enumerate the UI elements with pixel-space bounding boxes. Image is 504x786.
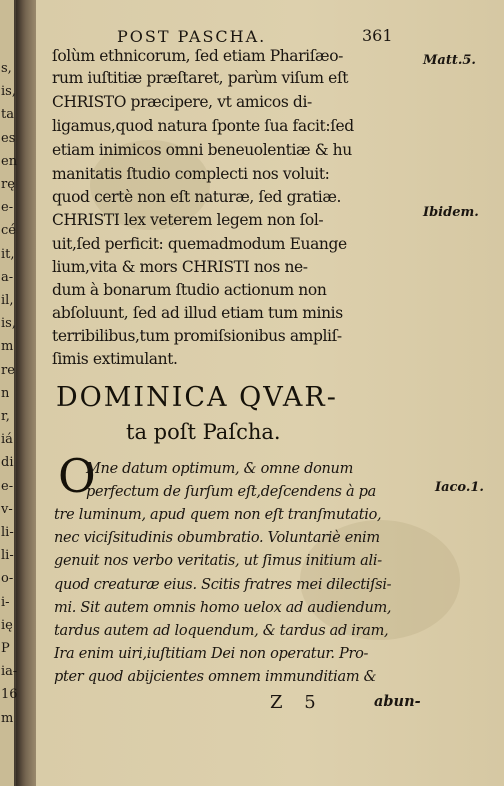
facing-page-fragment: v- [1,501,13,517]
facing-page-fragment: cé [1,223,16,239]
body-line: CHRISTO præcipere, vt amicos di- [52,93,312,111]
reading-line: mi. Sit autem omnis homo uelox ad audiendum, [54,600,392,616]
facing-page-fragment: is, [1,316,16,332]
section-subtitle: ta poſt Paſcha. [126,420,281,444]
facing-page-fragment: rę [1,177,15,192]
facing-page-fragment: P [1,641,10,656]
facing-page-fragment: re [1,362,15,378]
facing-page-fragment: r, [1,409,10,424]
body-line: lium,vita & mors CHRISTI nos ne- [52,258,308,276]
reading-line: Mne datum optimum, & omne donum [86,461,354,477]
facing-page-fragment: en [1,153,18,169]
reading-line: quod creaturæ eius. Scitis fratres mei dilectiſsi- [54,577,392,593]
facing-page-fragment: e- [1,478,14,494]
reading-line: Ira enim uiri,iuſtitiam Dei non operatur. Pro- [54,646,369,662]
body-line: dum à bonarum ſtudio actionum non [52,281,327,299]
facing-page-fragment: m [1,339,14,355]
body-line: ſolùm ethnicorum, ſed etiam Phariſæo- [52,47,343,65]
facing-page-fragment: iá [1,432,13,448]
facing-page-fragment: li- [1,548,14,564]
reading-line: tre luminum, apud quem non eſt tranſmutatio, [54,507,382,523]
facing-page-fragment: o- [1,571,14,587]
facing-page-fragment: a- [1,269,14,285]
body-line: CHRISTI lex veterem legem non ſol- [52,211,324,229]
facing-page-fragment: 16 [1,687,18,703]
facing-page-fragment: es [1,130,16,146]
body-line: ſimis extimulant. [52,350,178,368]
reading-line: tardus autem ad loquendum, & tardus ad iram, [54,623,389,639]
facing-page-fragment: n [1,385,10,401]
reading-line: nec viciſsitudinis obumbratio. Voluntariè enim [54,530,380,546]
marginal-note: Iaco.1. [435,480,484,495]
reading-line: perfectum de ſurſum eſt,deſcendens à pa [86,484,376,500]
reading-line: genuit nos verbo veritatis, ut ſimus initium ali- [54,553,382,569]
body-line: rum iuſtitiæ præſtaret, parùm viſum eſt [52,69,349,87]
marginal-note: Ibidem. [423,205,479,220]
facing-page-fragment: is, [1,84,16,100]
body-line: abſoluunt, ſed ad illud etiam tum minis [52,304,343,322]
facing-page-fragment: ia- [1,664,18,680]
body-line: terribilibus,tum promiſsionibus ampliſ- [52,327,342,345]
body-line: quod certè non eſt naturæ, ſed gratiæ. [52,188,342,206]
body-line: manitatis ſtudio complecti nos voluit: [52,165,330,183]
initial-letter: O [58,449,96,503]
signature-mark: Z 5 [270,692,324,713]
marginal-note: Matt.5. [423,53,476,68]
catchword: abun- [374,693,421,710]
body-line: etiam inimicos omni beneuolentiæ & hu [52,141,352,159]
page-number: 361 [362,26,393,45]
body-line: uit,ſed perficit: quemadmodum Euange [52,235,347,253]
body-line: ligamus,quod natura ſponte ſua facit:ſed [52,117,354,135]
running-head: POST PASCHA. [117,27,267,46]
facing-page-fragment: ta [1,107,14,123]
reading-line: pter quod abijcientes omnem immunditiam & [54,669,377,685]
facing-page-fragment: s, [1,61,12,76]
facing-page-fragment: i- [1,594,10,610]
facing-page-fragment: e- [1,200,14,216]
facing-page-fragment: di [1,455,14,471]
facing-page-fragment: li- [1,525,14,540]
facing-page-fragment: ię [1,617,13,633]
facing-page-fragment: il, [1,293,14,308]
facing-page-fragment: it, [1,246,15,262]
section-title: DOMINICA QVAR- [56,382,338,413]
facing-page-fragment: m [1,710,14,726]
